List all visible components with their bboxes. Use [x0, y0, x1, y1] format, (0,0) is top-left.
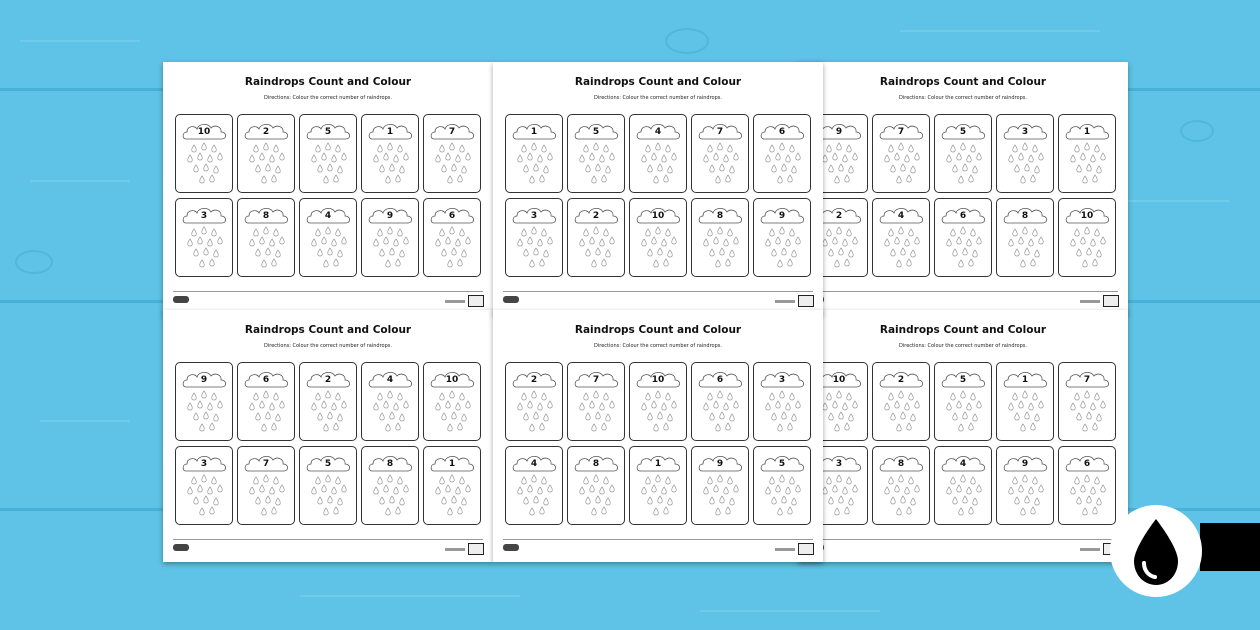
count-number: 4: [959, 459, 967, 469]
count-card: [996, 446, 1054, 525]
corner-bar: [1200, 523, 1260, 571]
worksheet-directions: Directions: Colour the correct number of raindrops.: [899, 343, 1027, 349]
count-card: [567, 446, 625, 525]
count-card: [175, 198, 233, 277]
wood-grain: [30, 180, 130, 182]
count-card: [1058, 362, 1116, 441]
count-card: [872, 114, 930, 193]
wood-grain: [40, 420, 130, 422]
count-number: 3: [200, 211, 208, 221]
count-card: [505, 362, 563, 441]
count-card: [505, 446, 563, 525]
count-number: 1: [654, 459, 662, 469]
count-card: [361, 362, 419, 441]
count-number: 8: [716, 211, 724, 221]
count-card: [237, 446, 295, 525]
count-number: 10: [197, 127, 211, 137]
brand-icon: [1103, 295, 1119, 307]
count-number: 1: [530, 127, 538, 137]
count-card: [691, 446, 749, 525]
count-number: 8: [262, 211, 270, 221]
count-card: [629, 446, 687, 525]
count-card: [996, 198, 1054, 277]
count-number: 1: [1083, 127, 1091, 137]
wood-knot: [15, 250, 53, 274]
badge: [1110, 505, 1202, 597]
footer-rule: [503, 539, 813, 540]
count-card: [1058, 198, 1116, 277]
raindrop-icon: [1110, 505, 1202, 597]
worksheet-directions: Directions: Colour the correct number of raindrops.: [594, 95, 722, 101]
count-number: 7: [1083, 375, 1091, 385]
count-card: [175, 114, 233, 193]
count-card: [567, 114, 625, 193]
worksheet-title: Raindrops Count and Colour: [244, 76, 412, 88]
wood-grain: [700, 610, 880, 612]
count-number: 2: [530, 375, 538, 385]
count-number: 7: [716, 127, 724, 137]
publisher-logo: [503, 296, 519, 303]
count-number: 4: [654, 127, 662, 137]
count-card: [996, 114, 1054, 193]
count-card: [872, 198, 930, 277]
count-number: 2: [262, 127, 270, 137]
count-number: 5: [959, 375, 967, 385]
footer-rule: [808, 539, 1118, 540]
count-card: [299, 114, 357, 193]
count-card: [629, 198, 687, 277]
count-number: 10: [1080, 211, 1094, 221]
count-number: 1: [386, 127, 394, 137]
count-number: 3: [778, 375, 786, 385]
count-card: [1058, 114, 1116, 193]
publisher-logo: [173, 544, 189, 551]
count-number: 5: [778, 459, 786, 469]
count-number: 8: [386, 459, 394, 469]
brand-icon: [468, 295, 484, 307]
count-card: [361, 446, 419, 525]
footer-rule: [808, 291, 1118, 292]
count-number: 10: [445, 375, 459, 385]
publisher-logo: [503, 544, 519, 551]
worksheet-title: Raindrops Count and Colour: [879, 324, 1047, 336]
count-card: [872, 446, 930, 525]
count-number: 3: [835, 459, 843, 469]
count-card: [753, 198, 811, 277]
count-card: [934, 114, 992, 193]
count-number: 2: [592, 211, 600, 221]
count-number: 10: [832, 375, 846, 385]
worksheet: [493, 62, 823, 314]
worksheet-title: Raindrops Count and Colour: [244, 324, 412, 336]
count-number: 7: [897, 127, 905, 137]
wood-grain: [300, 595, 520, 597]
count-card: [629, 114, 687, 193]
count-card: [1058, 446, 1116, 525]
worksheet: [163, 310, 493, 562]
footer-text: [775, 300, 795, 303]
brand-icon: [798, 295, 814, 307]
count-number: 10: [651, 375, 665, 385]
count-number: 5: [959, 127, 967, 137]
footer-text: [775, 548, 795, 551]
worksheet-directions: Directions: Colour the correct number of raindrops.: [264, 343, 392, 349]
count-number: 4: [386, 375, 394, 385]
count-card: [175, 446, 233, 525]
count-card: [753, 114, 811, 193]
count-number: 5: [324, 459, 332, 469]
count-card: [299, 362, 357, 441]
count-card: [361, 198, 419, 277]
publisher-logo: [173, 296, 189, 303]
count-card: [567, 362, 625, 441]
count-number: 9: [778, 211, 786, 221]
worksheet-title: Raindrops Count and Colour: [574, 324, 742, 336]
count-number: 6: [778, 127, 786, 137]
worksheet: [163, 62, 493, 314]
count-card: [629, 362, 687, 441]
count-number: 8: [897, 459, 905, 469]
count-number: 7: [592, 375, 600, 385]
count-card: [872, 362, 930, 441]
count-number: 7: [262, 459, 270, 469]
count-number: 3: [200, 459, 208, 469]
worksheet: [798, 310, 1128, 562]
count-number: 9: [386, 211, 394, 221]
wood-grain: [20, 40, 140, 42]
wood-grain: [900, 30, 1100, 32]
brand-icon: [468, 543, 484, 555]
count-card: [423, 446, 481, 525]
worksheet-directions: Directions: Colour the correct number of raindrops.: [264, 95, 392, 101]
count-number: 8: [592, 459, 600, 469]
count-card: [753, 446, 811, 525]
count-card: [934, 446, 992, 525]
count-number: 7: [448, 127, 456, 137]
count-card: [691, 198, 749, 277]
worksheet: [493, 310, 823, 562]
count-card: [567, 198, 625, 277]
count-card: [934, 198, 992, 277]
count-card: [299, 198, 357, 277]
count-number: 1: [448, 459, 456, 469]
worksheet: [798, 62, 1128, 314]
count-number: 4: [324, 211, 332, 221]
count-number: 2: [897, 375, 905, 385]
footer-text: [1080, 548, 1100, 551]
brand-icon: [798, 543, 814, 555]
count-number: 8: [1021, 211, 1029, 221]
count-number: 2: [324, 375, 332, 385]
count-number: 9: [200, 375, 208, 385]
wood-knot: [665, 28, 709, 54]
count-card: [423, 198, 481, 277]
count-card: [691, 114, 749, 193]
count-number: 6: [262, 375, 270, 385]
count-card: [361, 114, 419, 193]
count-number: 6: [448, 211, 456, 221]
footer-rule: [173, 539, 483, 540]
worksheet-title: Raindrops Count and Colour: [879, 76, 1047, 88]
count-number: 2: [835, 211, 843, 221]
count-card: [175, 362, 233, 441]
count-card: [237, 114, 295, 193]
footer-rule: [173, 291, 483, 292]
count-number: 4: [897, 211, 905, 221]
count-card: [505, 114, 563, 193]
footer-text: [1080, 300, 1100, 303]
count-number: 1: [1021, 375, 1029, 385]
worksheet-directions: Directions: Colour the correct number of raindrops.: [594, 343, 722, 349]
footer-text: [445, 548, 465, 551]
count-number: 5: [592, 127, 600, 137]
count-card: [691, 362, 749, 441]
count-number: 3: [530, 211, 538, 221]
count-card: [934, 362, 992, 441]
worksheet-title: Raindrops Count and Colour: [574, 76, 742, 88]
count-card: [299, 446, 357, 525]
count-card: [996, 362, 1054, 441]
count-card: [753, 362, 811, 441]
count-number: 9: [835, 127, 843, 137]
count-card: [505, 198, 563, 277]
wood-knot: [1180, 120, 1214, 142]
count-card: [423, 114, 481, 193]
worksheet-directions: Directions: Colour the correct number of raindrops.: [899, 95, 1027, 101]
count-number: 3: [1021, 127, 1029, 137]
count-number: 6: [716, 375, 724, 385]
footer-text: [445, 300, 465, 303]
count-card: [237, 198, 295, 277]
count-number: 4: [530, 459, 538, 469]
footer-rule: [503, 291, 813, 292]
count-card: [237, 362, 295, 441]
wood-grain: [1120, 200, 1230, 202]
count-number: 10: [651, 211, 665, 221]
count-number: 9: [1021, 459, 1029, 469]
count-number: 5: [324, 127, 332, 137]
count-number: 9: [716, 459, 724, 469]
count-number: 6: [959, 211, 967, 221]
count-card: [423, 362, 481, 441]
count-number: 6: [1083, 459, 1091, 469]
